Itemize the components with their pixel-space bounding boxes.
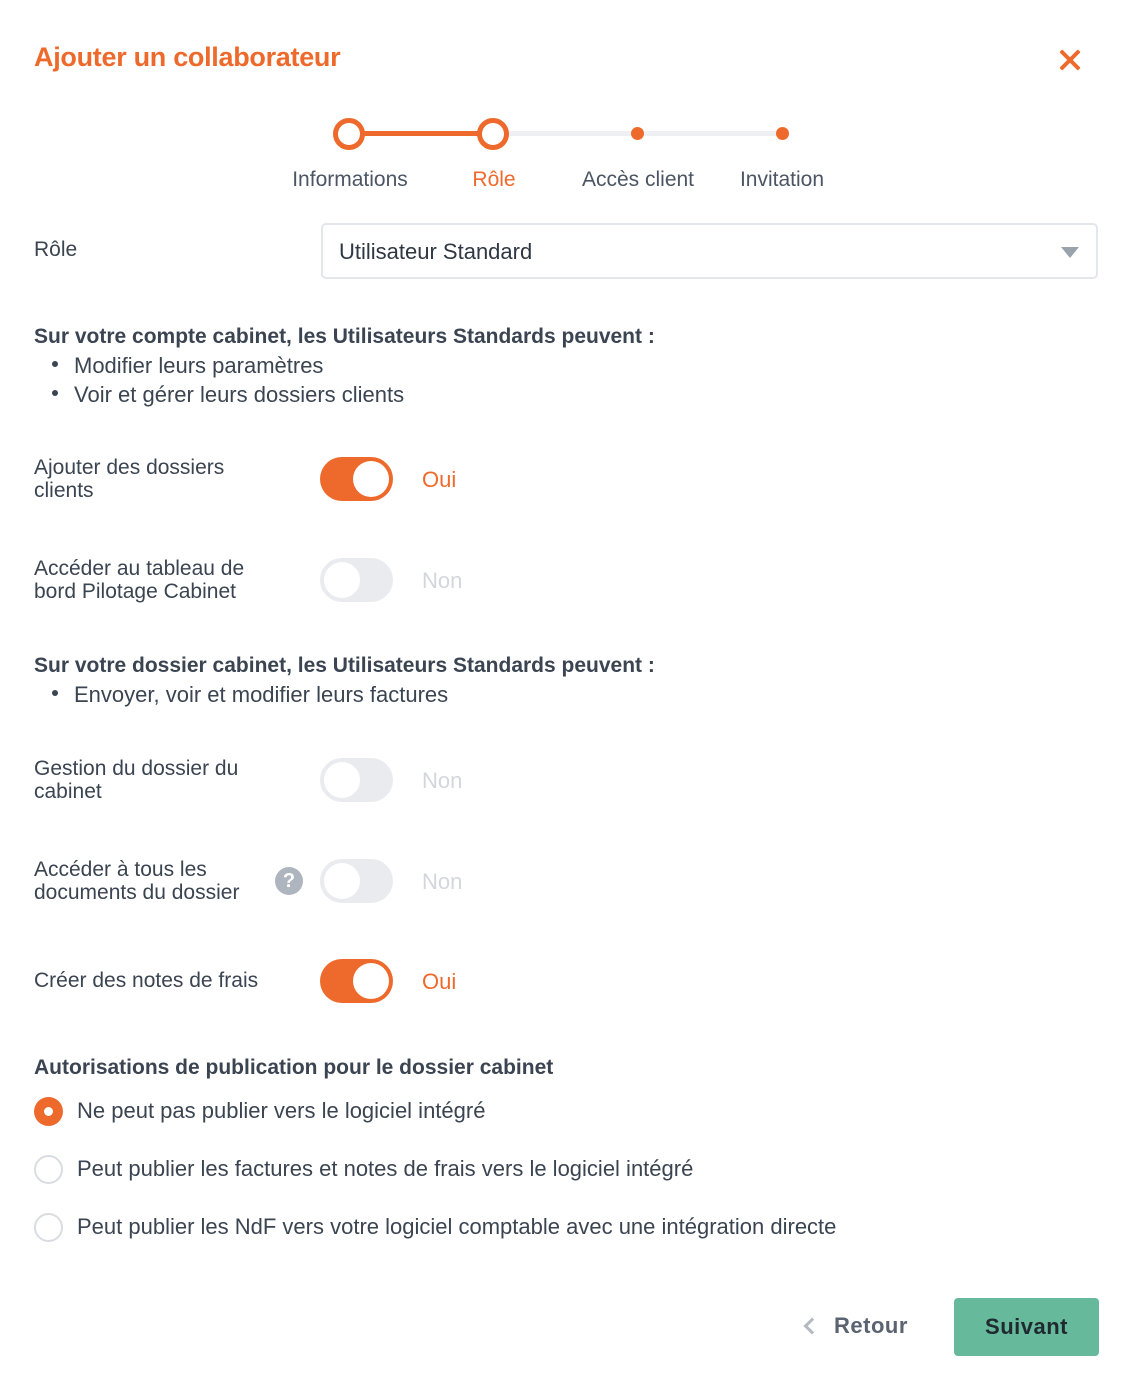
- perm-all-documents-toggle[interactable]: [320, 859, 393, 903]
- role-label: Rôle: [34, 238, 78, 261]
- role-select-value: Utilisateur Standard: [339, 239, 533, 264]
- publication-option-label: Peut publier les factures et notes de frais vers le logiciel intégré: [77, 1156, 694, 1181]
- next-button[interactable]: Suivant: [954, 1298, 1099, 1356]
- publication-option-label: Ne peut pas publier vers le logiciel intégré: [77, 1098, 486, 1123]
- close-icon[interactable]: [1054, 44, 1086, 76]
- account-section-heading: Sur votre compte cabinet, les Utilisateurs Standards peuvent :: [34, 325, 655, 348]
- publication-heading: Autorisations de publication pour le dossier cabinet: [34, 1056, 554, 1079]
- stepper-progress-track: [349, 131, 494, 136]
- account-bullet-item: Modifier leurs paramètres: [52, 353, 323, 379]
- publication-option-invoices-expenses[interactable]: [34, 1155, 754, 1185]
- toggle-knob: [324, 762, 360, 798]
- perm-all-documents-label: Accéder à tous les documents du dossier: [34, 858, 240, 904]
- back-button[interactable]: [800, 1306, 920, 1346]
- perm-folder-management-toggle[interactable]: [320, 758, 393, 802]
- folder-bullet-item: Envoyer, voir et modifier leurs factures: [52, 682, 448, 708]
- step-role-label[interactable]: Rôle: [472, 168, 516, 191]
- back-button-label: Retour: [834, 1313, 908, 1338]
- dialog-title: Ajouter un collaborateur: [34, 42, 341, 72]
- toggle-knob: [324, 562, 360, 598]
- step-acces-client-label[interactable]: Accès client: [581, 168, 695, 191]
- toggle-knob: [353, 963, 389, 999]
- radio-checked-icon: [34, 1097, 63, 1126]
- perm-add-client-folders-state: Oui: [422, 467, 457, 492]
- step-informations-node[interactable]: [333, 118, 365, 150]
- help-icon[interactable]: ?: [275, 867, 303, 895]
- publication-option-direct-integration[interactable]: [34, 1213, 904, 1243]
- folder-section-heading: Sur votre dossier cabinet, les Utilisateurs Standards peuvent :: [34, 654, 655, 677]
- publication-option-label: Peut publier les NdF vers votre logiciel comptable avec une intégration directe: [77, 1214, 837, 1239]
- step-invitation-label[interactable]: Invitation: [739, 168, 825, 191]
- step-invitation-node[interactable]: [776, 127, 789, 140]
- perm-add-client-folders-label: Ajouter des dossiers clients: [34, 456, 225, 502]
- perm-all-documents-state: Non: [422, 869, 463, 894]
- radio-unchecked-icon: [34, 1155, 63, 1184]
- perm-folder-management-label: Gestion du dossier du cabinet: [34, 757, 239, 803]
- perm-add-client-folders-toggle[interactable]: [320, 457, 393, 501]
- account-bullet-item: Voir et gérer leurs dossiers clients: [52, 382, 404, 408]
- perm-dashboard-label: Accéder au tableau de bord Pilotage Cabinet: [34, 557, 245, 603]
- perm-folder-management-state: Non: [422, 768, 463, 793]
- perm-dashboard-state: Non: [422, 568, 463, 593]
- perm-expense-notes-toggle[interactable]: [320, 959, 393, 1003]
- radio-unchecked-icon: [34, 1213, 63, 1242]
- perm-expense-notes-state: Oui: [422, 969, 457, 994]
- toggle-knob: [353, 461, 389, 497]
- chevron-left-icon: [804, 1318, 821, 1335]
- toggle-knob: [324, 863, 360, 899]
- perm-expense-notes-label: Créer des notes de frais: [34, 969, 259, 992]
- step-role-node[interactable]: [477, 118, 509, 150]
- publication-option-none[interactable]: [34, 1097, 554, 1127]
- chevron-down-icon: [1061, 247, 1079, 258]
- step-acces-client-node[interactable]: [631, 127, 644, 140]
- step-informations-label[interactable]: Informations: [292, 168, 408, 191]
- role-select[interactable]: [321, 223, 1098, 279]
- perm-dashboard-toggle[interactable]: [320, 558, 393, 602]
